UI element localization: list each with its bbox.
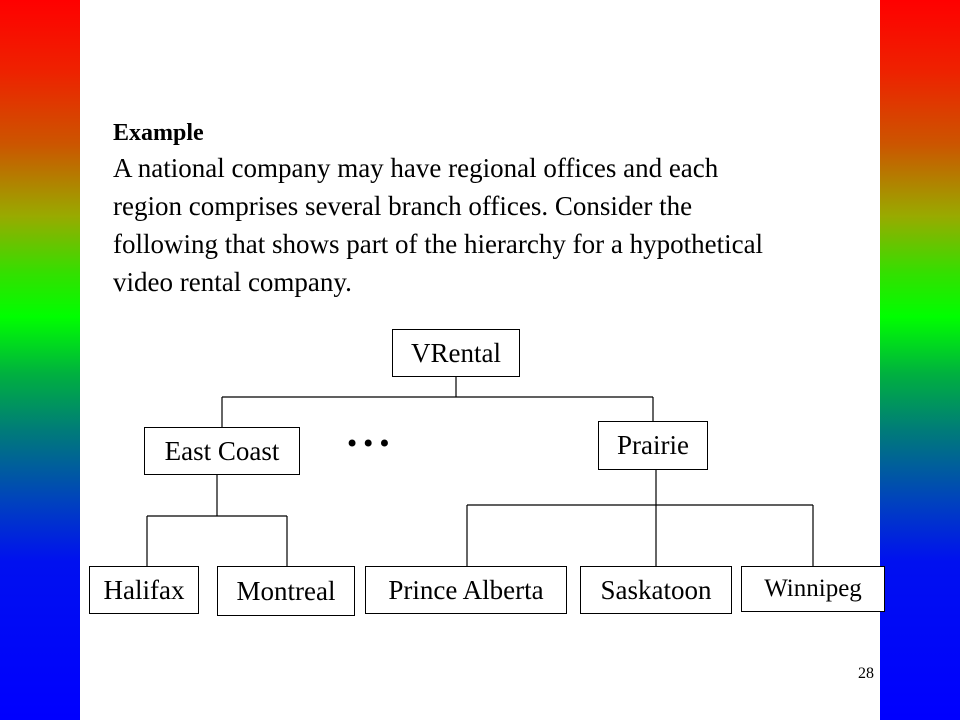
node-prairie: Prairie [598,421,708,470]
ellipsis-dots: ••• [345,430,394,458]
paragraph-line-2: region comprises several branch offices. Consider the [113,191,693,221]
paragraph-line-1: A national company may have regional offices and each [113,153,719,183]
slide-heading: Example [113,120,204,146]
paragraph-line-3: following that shows part of the hierarchy for a hypothetical [113,229,764,259]
node-vrental: VRental [392,329,520,377]
node-prince-alberta: Prince Alberta [365,566,567,614]
page-number: 28 [858,665,874,682]
node-saskatoon: Saskatoon [580,566,732,614]
paragraph-line-4: video rental company. [113,267,352,297]
node-winnipeg: Winnipeg [741,566,885,612]
node-halifax: Halifax [89,566,199,614]
node-east-coast: East Coast [144,427,300,475]
node-montreal: Montreal [217,566,355,616]
